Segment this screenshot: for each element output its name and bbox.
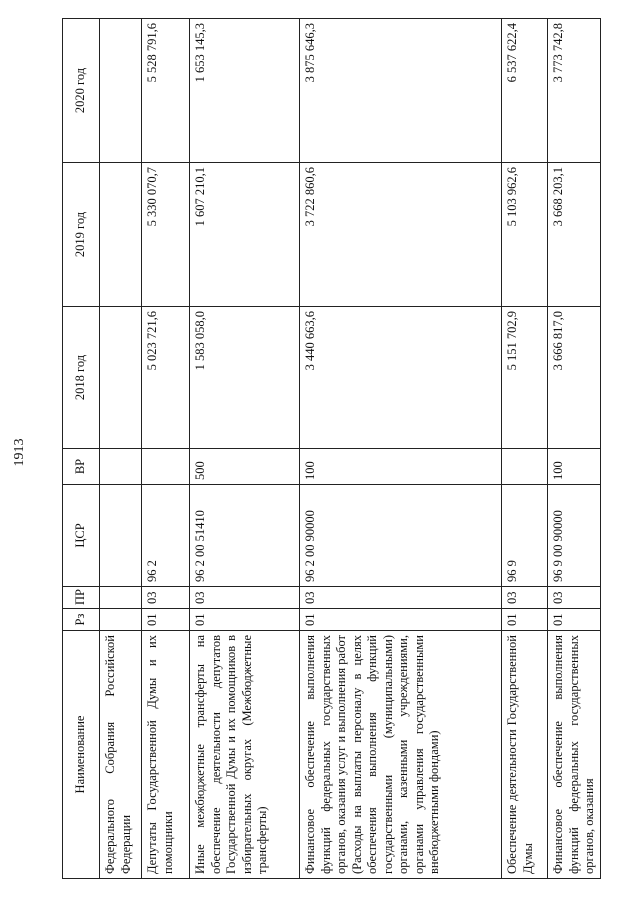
row-rz: 01 <box>548 609 601 631</box>
row-pr: 03 <box>548 587 601 609</box>
row-name: Финансовое обеспечение выполнения функций федеральных государственных органов, оказания <box>548 631 601 879</box>
row-vr: 100 <box>300 449 502 485</box>
row-pr: 03 <box>142 587 190 609</box>
row-2020: 1 653 145,3 <box>190 19 300 163</box>
row-2019 <box>100 163 142 307</box>
row-csr: 96 2 00 90000 <box>300 485 502 587</box>
row-2019: 5 103 962,6 <box>502 163 548 307</box>
row-vr <box>502 449 548 485</box>
header-2019: 2019 год <box>63 163 100 307</box>
header-rz: Рз <box>63 609 100 631</box>
row-csr: 96 2 00 51410 <box>190 485 300 587</box>
row-name: Обеспечение деятельности Государственной Думы <box>502 631 548 879</box>
row-2020 <box>100 19 142 163</box>
table-row <box>300 19 502 879</box>
row-rz: 01 <box>300 609 502 631</box>
table-row <box>100 19 142 879</box>
row-pr: 03 <box>502 587 548 609</box>
table-row <box>502 19 548 879</box>
row-csr: 96 9 <box>502 485 548 587</box>
row-vr <box>100 449 142 485</box>
budget-table <box>62 18 601 879</box>
row-rz: 01 <box>190 609 300 631</box>
row-vr: 100 <box>548 449 601 485</box>
row-rz <box>100 609 142 631</box>
row-2019: 3 722 860,6 <box>300 163 502 307</box>
row-2018 <box>100 307 142 449</box>
row-rz: 01 <box>142 609 190 631</box>
row-2018: 3 666 817,0 <box>548 307 601 449</box>
row-name: Федерального Собрания Российской Федерации <box>100 631 142 879</box>
row-rz: 01 <box>502 609 548 631</box>
row-2018: 3 440 663,6 <box>300 307 502 449</box>
row-vr <box>142 449 190 485</box>
table-row <box>548 19 601 879</box>
row-pr: 03 <box>190 587 300 609</box>
row-2020: 3 773 742,8 <box>548 19 601 163</box>
row-name: Иные межбюджетные трансферты на обеспечение деятельности депутатов Государственной Думы и их помощников в избирательных округах (Межбюджетные трансферты) <box>190 631 300 879</box>
row-csr <box>100 485 142 587</box>
table-row <box>190 19 300 879</box>
table-row <box>142 19 190 879</box>
row-pr <box>100 587 142 609</box>
row-2020: 6 537 622,4 <box>502 19 548 163</box>
row-pr: 03 <box>300 587 502 609</box>
header-vr: ВР <box>63 449 100 485</box>
table-header-row <box>63 19 100 879</box>
row-vr: 500 <box>190 449 300 485</box>
header-2018: 2018 год <box>63 307 100 449</box>
row-2020: 3 875 646,3 <box>300 19 502 163</box>
row-name: Финансовое обеспечение выполнения функций федеральных государственных органов, оказания услуг и выполнения работ (Расходы на выплаты персоналу в целях обеспечения выполнения функций государственными (муниципальными) органами, казенными учреждениями, органами управления государственными внебюджетными фондами) <box>300 631 502 879</box>
header-csr: ЦСР <box>63 485 100 587</box>
row-2020: 5 528 791,6 <box>142 19 190 163</box>
row-2019: 3 668 203,1 <box>548 163 601 307</box>
row-csr: 96 9 00 90000 <box>548 485 601 587</box>
row-name: Депутаты Государственной Думы и их помощники <box>142 631 190 879</box>
header-name: Наименование <box>63 631 100 879</box>
header-pr: ПР <box>63 587 100 609</box>
row-csr: 96 2 <box>142 485 190 587</box>
row-2019: 1 607 210,1 <box>190 163 300 307</box>
row-2018: 5 023 721,6 <box>142 307 190 449</box>
page-number: 1913 <box>12 438 27 467</box>
row-2018: 5 151 702,9 <box>502 307 548 449</box>
header-2020: 2020 год <box>63 19 100 163</box>
row-2018: 1 583 058,0 <box>190 307 300 449</box>
row-2019: 5 330 070,7 <box>142 163 190 307</box>
